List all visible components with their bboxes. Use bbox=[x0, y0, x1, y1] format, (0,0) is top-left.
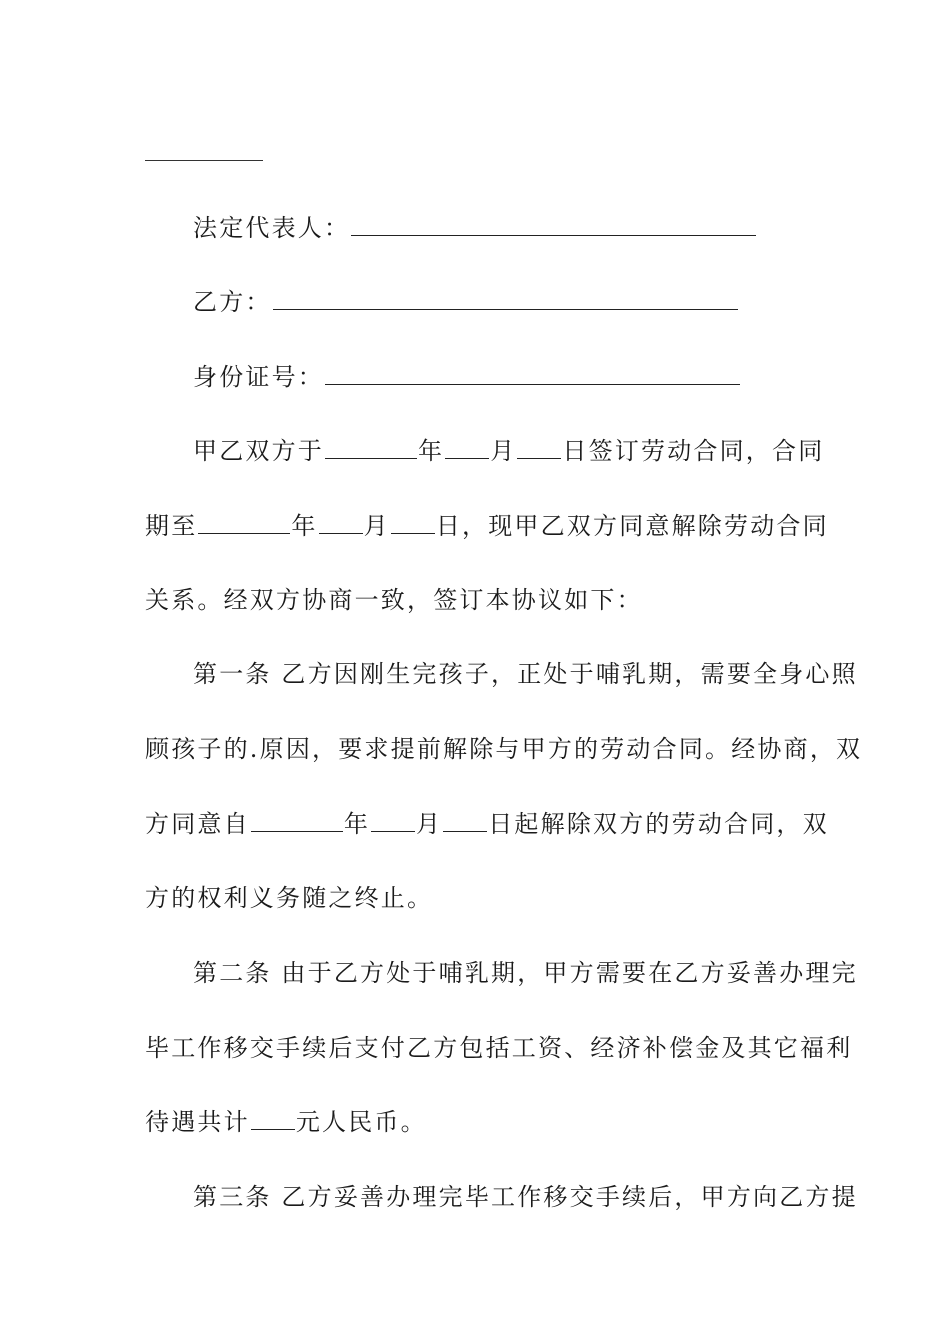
year-label: 年 bbox=[343, 810, 371, 838]
intro-text: 日，现甲乙双方同意解除劳动合同 bbox=[435, 512, 829, 540]
legal-rep-field[interactable] bbox=[351, 213, 756, 236]
article-1-line-3 bbox=[145, 809, 829, 839]
intro-text: 甲乙双方于 bbox=[193, 437, 324, 465]
legal-representative-line bbox=[193, 213, 757, 243]
term-day-field[interactable] bbox=[391, 511, 435, 534]
article-text: 元人民币。 bbox=[295, 1108, 427, 1136]
dissolve-day-field[interactable] bbox=[443, 809, 487, 832]
intro-line-3: 关系。经双方协商一致，签订本协议如下： bbox=[145, 586, 643, 614]
article-2-line-2: 毕工作移交手续后支付乙方包括工资、经济补偿金及其它福利 bbox=[145, 1034, 853, 1062]
month-label: 月 bbox=[490, 437, 517, 465]
article-text: 日起解除双方的劳动合同，双 bbox=[488, 810, 829, 838]
term-month-field[interactable] bbox=[319, 511, 363, 534]
sign-day-field[interactable] bbox=[517, 436, 561, 459]
article-text: 待遇共计 bbox=[145, 1108, 250, 1136]
amount-field[interactable] bbox=[251, 1107, 295, 1130]
month-label: 月 bbox=[363, 512, 390, 540]
dissolve-year-field[interactable] bbox=[251, 809, 343, 832]
top-signature-line bbox=[145, 160, 263, 161]
article-text: 方同意自 bbox=[145, 810, 250, 838]
intro-line-2 bbox=[145, 511, 829, 541]
party-b-line bbox=[193, 287, 739, 317]
intro-text: 期至 bbox=[145, 512, 198, 540]
term-year-field[interactable] bbox=[198, 511, 290, 534]
month-label: 月 bbox=[416, 810, 443, 838]
intro-text: 日签订劳动合同，合同 bbox=[562, 437, 825, 465]
legal-rep-label: 法定代表人： bbox=[193, 214, 351, 242]
id-label: 身份证号： bbox=[193, 363, 324, 391]
article-1-line-4: 方的权利义务随之终止。 bbox=[145, 884, 434, 912]
id-number-field[interactable] bbox=[325, 362, 740, 385]
party-b-field[interactable] bbox=[273, 287, 738, 310]
party-b-label: 乙方： bbox=[193, 288, 272, 316]
article-3-line-1: 第三条 乙方妥善办理完毕工作移交手续后，甲方向乙方提 bbox=[193, 1183, 858, 1211]
id-number-line bbox=[193, 362, 741, 392]
intro-line-1 bbox=[193, 436, 824, 466]
year-label: 年 bbox=[418, 437, 445, 465]
dissolve-month-field[interactable] bbox=[371, 809, 415, 832]
sign-month-field[interactable] bbox=[445, 436, 489, 459]
article-2-line-1: 第二条 由于乙方处于哺乳期，甲方需要在乙方妥善办理完 bbox=[193, 959, 858, 987]
article-1-line-2: 顾孩子的.原因，要求提前解除与甲方的劳动合同。经协商，双 bbox=[145, 735, 863, 763]
year-label: 年 bbox=[291, 512, 318, 540]
article-1-line-1: 第一条 乙方因刚生完孩子，正处于哺乳期，需要全身心照 bbox=[193, 660, 858, 688]
article-2-line-3 bbox=[145, 1107, 427, 1137]
sign-year-field[interactable] bbox=[325, 436, 417, 459]
